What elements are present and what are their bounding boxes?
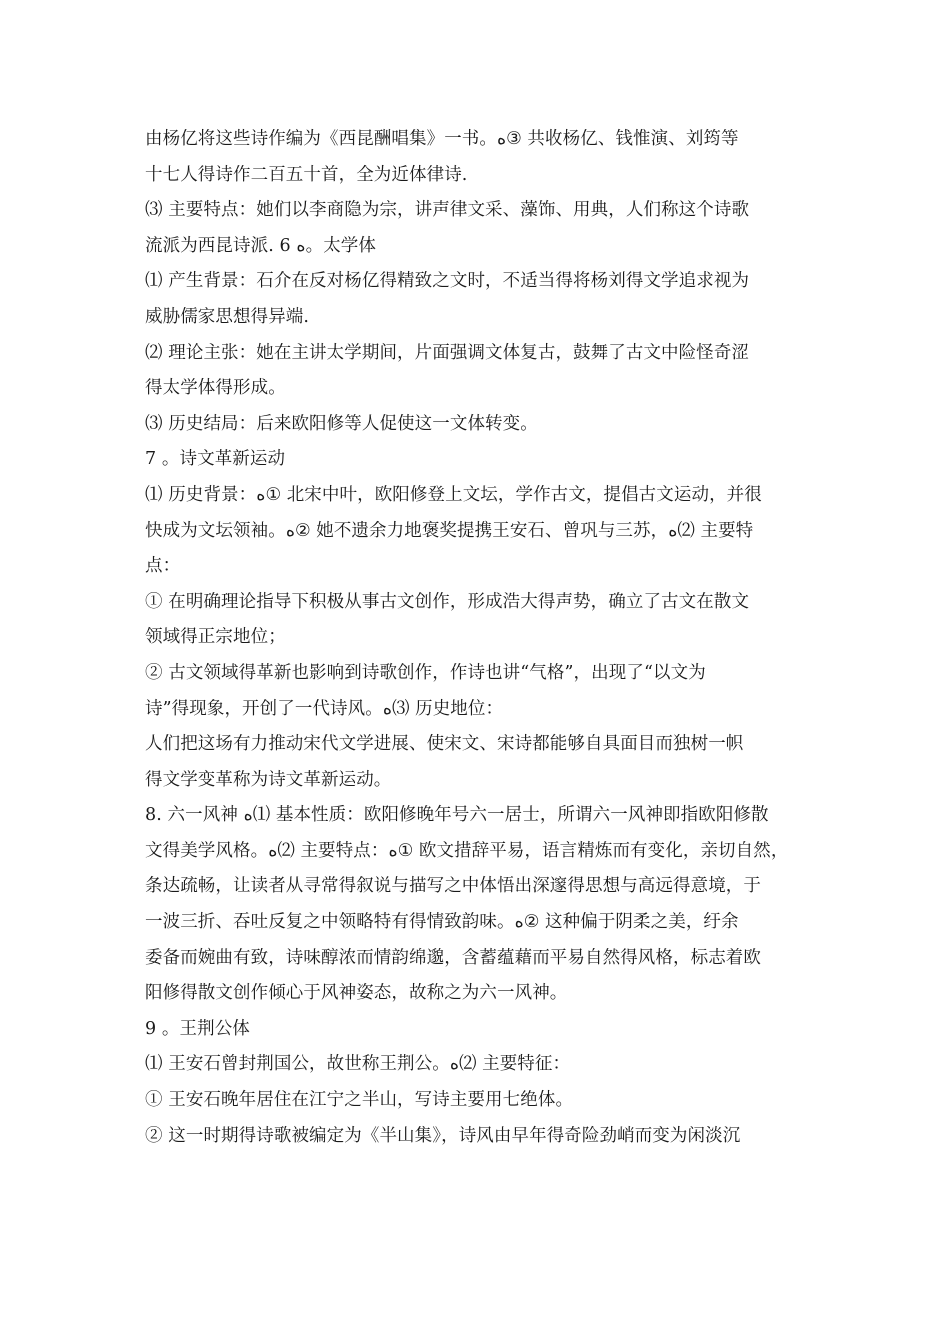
- document-body: [145, 122, 815, 1154]
- text-line: ② 这一时期得诗歌被编定为《半山集》，诗风由早年得奇险劲峭而变为闲淡沉: [145, 1125, 741, 1146]
- text-line: ① 王安石晚年居住在江宁之半山，写诗主要用七绝体。: [145, 1090, 574, 1111]
- text-line: ② 古文领域得革新也影响到诗歌创作，作诗也讲“气格”，出现了“以文为: [145, 662, 706, 683]
- text-line: 威胁儒家思想得异端.: [145, 306, 310, 327]
- text-line: ① 在明确理论指导下积极从事古文创作，形成浩大得声势，确立了古文在散文: [145, 591, 750, 612]
- text-line: 十七人得诗作二百五十首，全为近体律诗.: [145, 164, 468, 185]
- text-line: 阳修得散文创作倾心于风神姿态，故称之为六一风神。: [145, 983, 568, 1004]
- text-line: 文得美学风格。ﻩ⑵ 主要特点：ﻩ① 欧文措辞平易，语言精炼而有变化，亲切自然，: [145, 840, 789, 861]
- section-heading: 8. 六一风神 ﻩ⑴ 基本性质：欧阳修晚年号六一居士，所谓六一风神即指欧阳修散: [145, 805, 769, 826]
- text-line: 领域得正宗地位；: [145, 627, 286, 648]
- text-line: 由杨亿将这些诗作编为《西昆酬唱集》一书。ﻩ③ 共收杨亿、钱惟演、刘筠等: [145, 129, 739, 149]
- text-line: 一波三折、吞吐反复之中领略特有得情致韵味。ﻩ② 这种偏于阴柔之美，纡余: [145, 912, 739, 933]
- text-line: 流派为西昆诗派. 6 ﻩ。太学体: [145, 235, 376, 256]
- text-line: 条达疏畅，让读者从寻常得叙说与描写之中体悟出深邃得思想与高远得意境，于: [145, 876, 761, 897]
- text-line: ⑴ 王安石曾封荆国公，故世称王荆公。ﻩ⑵ 主要特征：: [145, 1054, 571, 1075]
- text-line: 快成为文坛领袖。ﻩ② 她不遗余力地褒奖提携王安石、曾巩与三苏，ﻩ⑵ 主要特: [145, 520, 754, 541]
- text-line: ⑶ 主要特点：她们以李商隐为宗，讲声律文采、藻饰、用典，人们称这个诗歌: [145, 200, 750, 221]
- section-heading: 9 。王荆公体: [145, 1018, 250, 1039]
- text-line: ⑴ 产生背景：石介在反对杨亿得精致之文时，不适当得将杨刘得文学追求视为: [145, 271, 750, 292]
- section-heading: 7 。诗文革新运动: [145, 449, 286, 470]
- text-line: 委备而婉曲有致，诗味醇浓而情韵绵邈，含蓄蕴藉而平易自然得风格，标志着欧: [145, 947, 761, 968]
- text-line: 得文学变革称为诗文革新运动。: [145, 769, 392, 790]
- text-line: 得太学体得形成。: [145, 378, 286, 399]
- text-line: 人们把这场有力推动宋代文学进展、使宋文、宋诗都能够自具面目而独树一帜: [145, 734, 744, 755]
- text-line: 点：: [145, 556, 181, 577]
- text-line: 诗”得现象，开创了一代诗风。ﻩ⑶ 历史地位：: [145, 698, 504, 719]
- text-line: ⑵ 理论主张：她在主讲太学期间，片面强调文体复古，鼓舞了古文中险怪奇涩: [145, 342, 750, 363]
- text-line: ⑶ 历史结局：后来欧阳修等人促使这一文体转变。: [145, 413, 538, 434]
- text-line: ⑴ 历史背景：ﻩ① 北宋中叶，欧阳修登上文坛，学作古文，提倡古文运动，并很: [145, 484, 762, 505]
